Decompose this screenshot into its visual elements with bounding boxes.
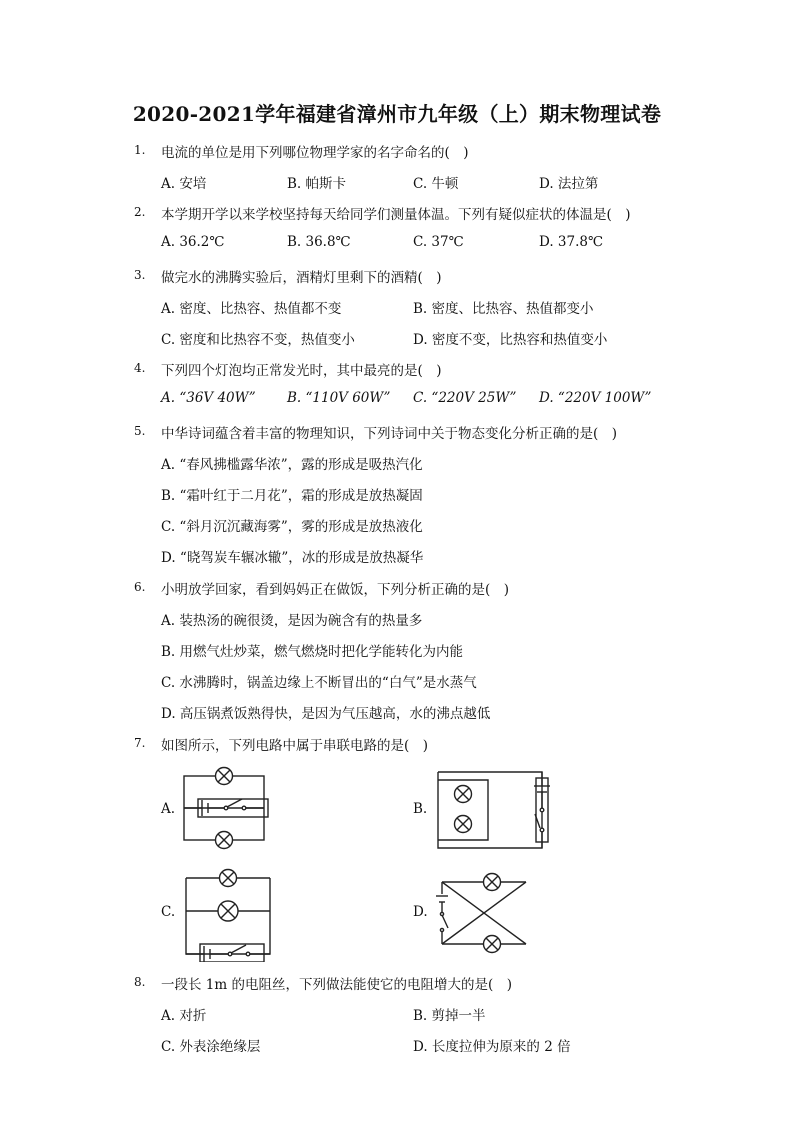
question-2-option-d: D. 37.8℃ bbox=[539, 234, 604, 250]
question-7-number: 7. bbox=[134, 736, 146, 750]
question-6-text: 小明放学回家，看到妈妈正在做饭，下列分析正确的是( ) bbox=[161, 582, 510, 598]
question-8-text: 一段长 1m 的电阻丝，下列做法能使它的电阻增大的是( ) bbox=[161, 977, 513, 993]
question-3-number: 3. bbox=[134, 268, 146, 282]
question-6-option-d: D. 高压锅煮饭熟得快，是因为气压越高，水的沸点越低 bbox=[161, 706, 491, 722]
question-6-option-c: C. 水沸腾时，锅盖边缘上不断冒出的“白气”是水蒸气 bbox=[161, 675, 477, 691]
question-4-option-b: B. “110V 60W” bbox=[287, 390, 391, 406]
question-4-text: 下列四个灯泡均正常发光时，其中最亮的是( ) bbox=[161, 363, 442, 379]
question-3-option-d: D. 密度不变，比热容和热值变小 bbox=[413, 332, 608, 348]
question-6-option-a: A. 装热汤的碗很烫，是因为碗含有的热量多 bbox=[161, 613, 423, 629]
question-2-text: 本学期开学以来学校坚持每天给同学们测量体温。下列有疑似症状的体温是( ) bbox=[161, 207, 631, 223]
question-1-option-b: B. 帕斯卡 bbox=[287, 176, 347, 192]
question-8-option-d: D. 长度拉伸为原来的 2 倍 bbox=[413, 1039, 571, 1055]
question-8-number: 8. bbox=[134, 975, 146, 989]
question-7-option-b: B. bbox=[413, 801, 428, 817]
question-1-option-a: A. 安培 bbox=[161, 176, 207, 192]
question-8-option-c: C. 外表涂绝缘层 bbox=[161, 1039, 261, 1055]
question-6-number: 6. bbox=[134, 580, 146, 594]
question-6-option-b: B. 用燃气灶炒菜，燃气燃烧时把化学能转化为内能 bbox=[161, 644, 464, 660]
question-5-option-d: D. “晓驾炭车辗冰辙”，冰的形成是放热凝华 bbox=[161, 550, 424, 566]
question-2-option-a: A. 36.2℃ bbox=[161, 234, 225, 250]
question-8-option-a: A. 对折 bbox=[161, 1008, 207, 1024]
page-title: 2020-2021学年福建省漳州市九年级（上）期末物理试卷 bbox=[132, 102, 662, 126]
question-5-number: 5. bbox=[134, 424, 146, 438]
question-4-option-c: C. “220V 25W” bbox=[413, 390, 517, 406]
question-4-option-a: A. “36V 40W” bbox=[161, 390, 256, 406]
question-5-option-c: C. “斜月沉沉藏海雾”，雾的形成是放热液化 bbox=[161, 519, 423, 535]
question-5-text: 中华诗词蕴含着丰富的物理知识，下列诗词中关于物态变化分析正确的是( ) bbox=[161, 426, 618, 442]
question-1-text: 电流的单位是用下列哪位物理学家的名字命名的( ) bbox=[161, 145, 469, 161]
question-5-option-b: B. “霜叶红于二月花”，霜的形成是放热凝固 bbox=[161, 488, 423, 504]
circuit-c-diagram bbox=[180, 862, 276, 962]
question-7-option-d: D. bbox=[413, 904, 428, 920]
circuit-a-diagram bbox=[180, 765, 270, 855]
question-3-option-a: A. 密度、比热容、热值都不变 bbox=[161, 301, 342, 317]
question-2-option-b: B. 36.8℃ bbox=[287, 234, 351, 250]
question-1-option-d: D. 法拉第 bbox=[539, 176, 599, 192]
circuit-b-diagram bbox=[432, 768, 552, 853]
question-8-option-b: B. 剪掉一半 bbox=[413, 1008, 486, 1024]
question-2-option-c: C. 37℃ bbox=[413, 234, 464, 250]
question-3-option-c: C. 密度和比热容不变，热值变小 bbox=[161, 332, 355, 348]
question-7-option-a: A. bbox=[161, 801, 176, 817]
question-1-number: 1. bbox=[134, 143, 146, 157]
question-7-option-c: C. bbox=[161, 904, 176, 920]
circuit-d-diagram bbox=[432, 868, 532, 960]
question-3-text: 做完水的沸腾实验后，酒精灯里剩下的酒精( ) bbox=[161, 270, 442, 286]
question-4-number: 4. bbox=[134, 361, 146, 375]
question-2-number: 2. bbox=[134, 205, 146, 219]
question-5-option-a: A. “春风拂槛露华浓”，露的形成是吸热汽化 bbox=[161, 457, 423, 473]
question-3-option-b: B. 密度、比热容、热值都变小 bbox=[413, 301, 594, 317]
question-1-option-c: C. 牛顿 bbox=[413, 176, 459, 192]
question-4-option-d: D. “220V 100W” bbox=[539, 390, 652, 406]
question-7-text: 如图所示，下列电路中属于串联电路的是( ) bbox=[161, 738, 429, 754]
